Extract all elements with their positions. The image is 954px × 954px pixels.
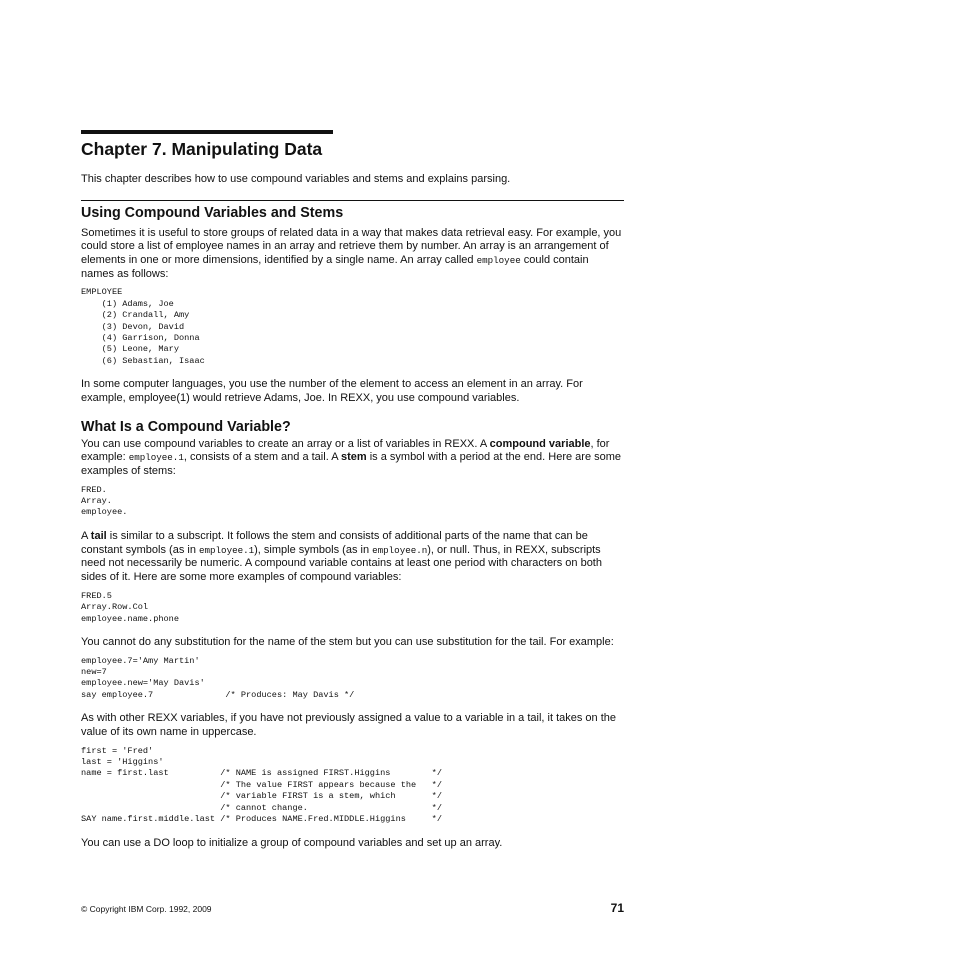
section-rule [81, 200, 624, 201]
chapter-title: Chapter 7. Manipulating Data [81, 139, 323, 159]
chapter-intro: This chapter describes how to use compound variables and stems and explains parsing. [81, 173, 511, 185]
section1-paragraph2: In some computer languages, you use the number of the element to access an element in an array. For example, employee(1) would retrieve Adams, Joe. In REXX, you use compound variables. [81, 378, 583, 404]
section2-paragraph2 [81, 530, 624, 585]
chapter-rule [81, 130, 333, 134]
text-run: is a symbol with a period at the end. Here are some examples of stems: [81, 451, 622, 477]
text-run: A [81, 529, 91, 542]
inline-code-employee: employee [476, 254, 521, 266]
section2-paragraph1 [81, 438, 624, 479]
term-stem: stem [340, 451, 367, 464]
text-run: is similar to a subscript. It follows the stem and consists of additional parts of the name that can be constant symbols (as in [81, 529, 588, 556]
page-footer [81, 901, 624, 917]
section2-paragraph5: You can use a DO loop to initialize a group of compound variables and set up an array. [81, 836, 503, 849]
text-run: ), simple symbols (as in [254, 543, 373, 556]
term-tail: tail [90, 529, 107, 542]
page-content [81, 130, 624, 850]
section1-paragraph1-text: Sometimes it is useful to store groups of related data in a way that makes data retrieval easy. For example, you could store a list of employee names in an array and retrieve them by number. An array is an arrangement of elements in one or more dimensions, identified by a single name. An array called [81, 226, 622, 266]
copyright-notice: © Copyright IBM Corp. 1992, 2009 [81, 904, 212, 914]
text-run: , consists of a stem and a tail. A [183, 451, 341, 464]
inline-code: employee.1 [199, 544, 255, 556]
section2-paragraph3: You cannot do any substitution for the name of the stem but you can use substitution for the tail. For example: [81, 635, 614, 648]
text-run: You can use compound variables to create an array or a list of variables in REXX. A [81, 437, 490, 450]
code-block-names: first = 'Fred' last = 'Higgins' name = first.last /* NAME is assigned FIRST.Higgins */ /* The value FIRST appears because the */ /* variable FIRST is a stem, which */ /* cannot change. */ SAY name.first.middle.last /* Produces NAME.Fred.MIDDLE.Higgins */ [81, 745, 442, 825]
text-run: ), or null. Thus, in REXX, subscripts need not necessarily be numeric. A compound variable contains at least one period with characters on both sides of it. Here are some more examples of compound variables: [81, 543, 602, 583]
section-heading-compound-variables: Using Compound Variables and Stems [81, 204, 344, 221]
code-block-stems: FRED. Array. employee. [81, 484, 128, 518]
code-block-compound-examples: FRED.5 Array.Row.Col employee.name.phone [81, 590, 179, 624]
section1-paragraph1 [81, 227, 624, 282]
term-compound-variable: compound variable [489, 437, 591, 450]
section2-paragraph4: As with other REXX variables, if you have not previously assigned a value to a variable in a tail, it takes on the value of its own name in uppercase. [81, 712, 617, 738]
section1-paragraph1-end: could contain names as follows: [81, 253, 589, 280]
page-number: 71 [610, 901, 624, 915]
section-heading-what-is-compound: What Is a Compound Variable? [81, 418, 291, 435]
inline-code: employee.n [372, 544, 428, 556]
code-block-employee-array: EMPLOYEE (1) Adams, Joe (2) Crandall, Amy (3) Devon, David (4) Garrison, Donna (5) Leone, Mary (6) Sebastian, Isaac [81, 287, 205, 366]
text-run: , for example: [81, 437, 610, 464]
inline-code: employee.1 [128, 452, 184, 464]
code-block-substitution: employee.7='Amy Martin' new=7 employee.new='May Davis' say employee.7 /* Produces: May Davis */ [81, 655, 355, 700]
